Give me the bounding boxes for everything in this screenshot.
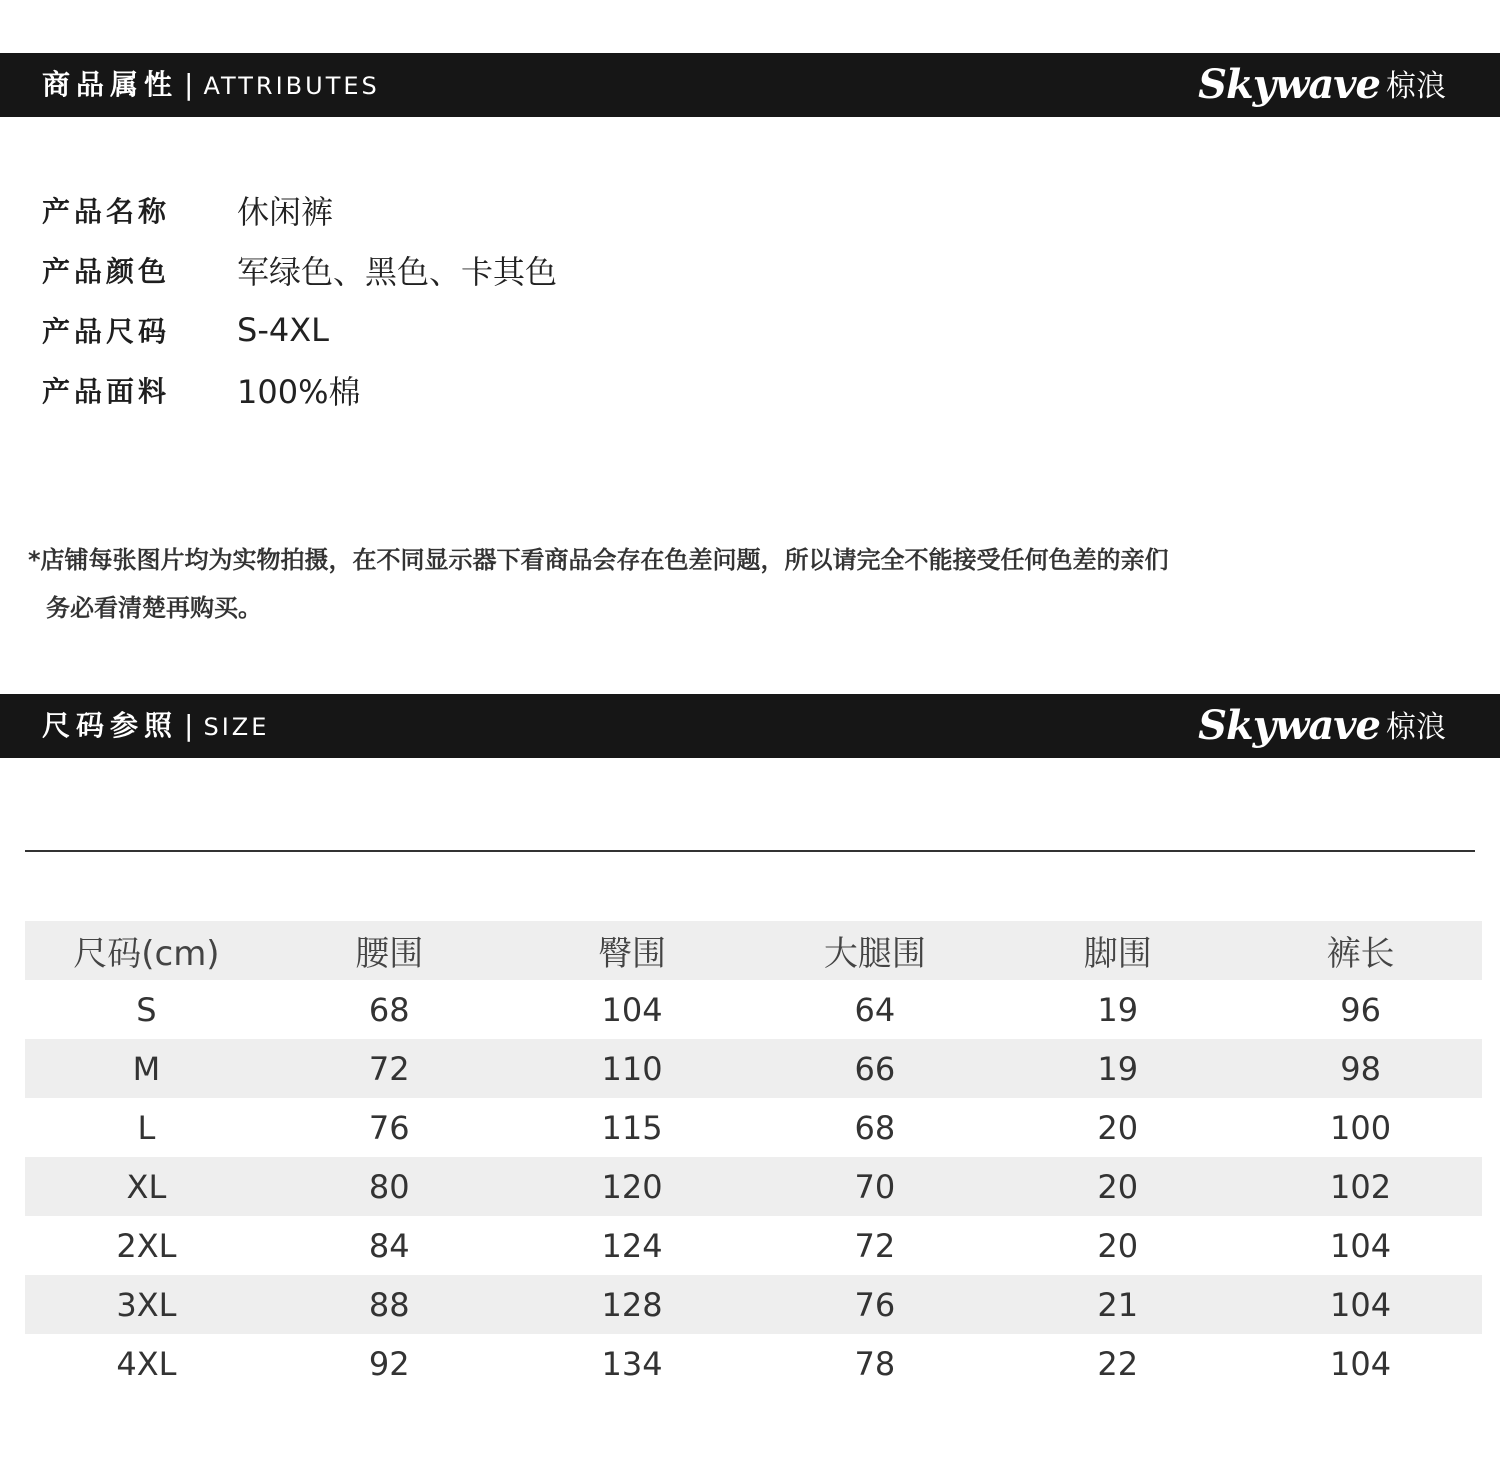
table-cell: L (137, 1108, 156, 1147)
column-header-leg-opening: 脚围 (1083, 934, 1152, 974)
table-cell: 92 (368, 1344, 410, 1383)
table-cell: XL (126, 1167, 167, 1206)
table-row (25, 980, 1482, 1039)
table-cell: 72 (854, 1226, 896, 1265)
attributes-banner (0, 53, 1500, 117)
attribute-key: 产品尺码 (42, 315, 171, 348)
size-chart-table (25, 921, 1482, 1393)
table-cell: 124 (601, 1226, 663, 1265)
size-title (42, 694, 269, 758)
table-cell: 110 (601, 1049, 663, 1088)
divider-line (25, 850, 1475, 852)
table-cell: 80 (368, 1167, 410, 1206)
brand-logo-cn: 椋浪 (1386, 69, 1446, 104)
table-cell: 100 (1330, 1108, 1392, 1147)
brand-logo-en: Skywave (1198, 61, 1380, 108)
brand-logo-cn: 椋浪 (1386, 710, 1446, 745)
attributes-title-cn: 商品属性 (42, 68, 179, 101)
column-header-length: 裤长 (1326, 934, 1395, 974)
title-separator: | (184, 68, 194, 101)
table-cell: 76 (368, 1108, 410, 1147)
table-cell: 102 (1330, 1167, 1392, 1206)
table-cell: 4XL (116, 1344, 177, 1383)
attributes-title (42, 53, 380, 117)
table-cell: 84 (368, 1226, 410, 1265)
table-cell: 68 (854, 1108, 896, 1147)
table-cell: M (132, 1049, 161, 1088)
attribute-key: 产品名称 (42, 195, 171, 228)
table-row (25, 1039, 1482, 1098)
column-header-waist: 腰围 (355, 934, 424, 974)
table-cell: 134 (601, 1344, 663, 1383)
column-header-thigh: 大腿围 (823, 934, 926, 974)
table-cell: 19 (1097, 1049, 1139, 1088)
table-row (25, 1275, 1482, 1334)
table-cell: 78 (854, 1344, 896, 1383)
attribute-key: 产品面料 (42, 375, 171, 408)
attribute-value: 休闲裤 (237, 193, 334, 231)
table-cell: 104 (1330, 1344, 1392, 1383)
attribute-value: 军绿色、黑色、卡其色 (237, 253, 558, 291)
attribute-row-fabric (42, 360, 557, 420)
table-cell: 66 (854, 1049, 896, 1088)
table-cell: S (136, 990, 157, 1029)
table-cell: 22 (1097, 1344, 1139, 1383)
table-cell: 2XL (116, 1226, 177, 1265)
table-cell: 68 (368, 990, 410, 1029)
attribute-key: 产品颜色 (42, 255, 171, 288)
note-line-2: 务必看清楚再购买。 (46, 594, 262, 622)
attribute-row-name (42, 180, 557, 240)
color-difference-note (28, 536, 1408, 632)
table-header-row (25, 921, 1482, 980)
attribute-list (42, 180, 557, 420)
table-cell: 96 (1340, 990, 1381, 1029)
brand-logo (1198, 694, 1446, 758)
table-cell: 20 (1097, 1108, 1139, 1147)
attribute-value: S-4XL (237, 311, 329, 349)
table-cell: 115 (601, 1108, 663, 1147)
table-cell: 3XL (116, 1285, 177, 1324)
table-cell: 98 (1340, 1049, 1381, 1088)
attribute-value: 100%棉 (237, 373, 361, 411)
note-line-1: *店铺每张图片均为实物拍摄，在不同显示器下看商品会存在色差问题，所以请完全不能接受任何色差的亲们 (28, 546, 1169, 574)
table-row (25, 1157, 1482, 1216)
table-row (25, 1098, 1482, 1157)
attribute-row-size (42, 300, 557, 360)
brand-logo (1198, 53, 1446, 117)
size-title-cn: 尺码参照 (42, 709, 179, 742)
table-cell: 104 (1330, 1285, 1392, 1324)
attributes-title-en: ATTRIBUTES (203, 72, 380, 100)
table-cell: 64 (854, 990, 896, 1029)
attribute-row-color (42, 240, 557, 300)
brand-logo-en: Skywave (1198, 702, 1380, 749)
size-banner (0, 694, 1500, 758)
column-header-size: 尺码(cm) (73, 934, 220, 974)
table-cell: 20 (1097, 1167, 1139, 1206)
title-separator: | (184, 709, 194, 742)
table-cell: 72 (368, 1049, 410, 1088)
table-cell: 21 (1097, 1285, 1139, 1324)
column-header-hip: 臀围 (598, 934, 667, 974)
table-cell: 76 (854, 1285, 896, 1324)
table-cell: 128 (601, 1285, 663, 1324)
table-cell: 104 (1330, 1226, 1392, 1265)
table-row (25, 1334, 1482, 1393)
table-cell: 120 (601, 1167, 663, 1206)
table-row (25, 1216, 1482, 1275)
size-title-en: SIZE (203, 713, 270, 741)
table-cell: 20 (1097, 1226, 1139, 1265)
table-cell: 88 (368, 1285, 410, 1324)
table-cell: 19 (1097, 990, 1139, 1029)
table-cell: 104 (601, 990, 663, 1029)
table-cell: 70 (854, 1167, 896, 1206)
